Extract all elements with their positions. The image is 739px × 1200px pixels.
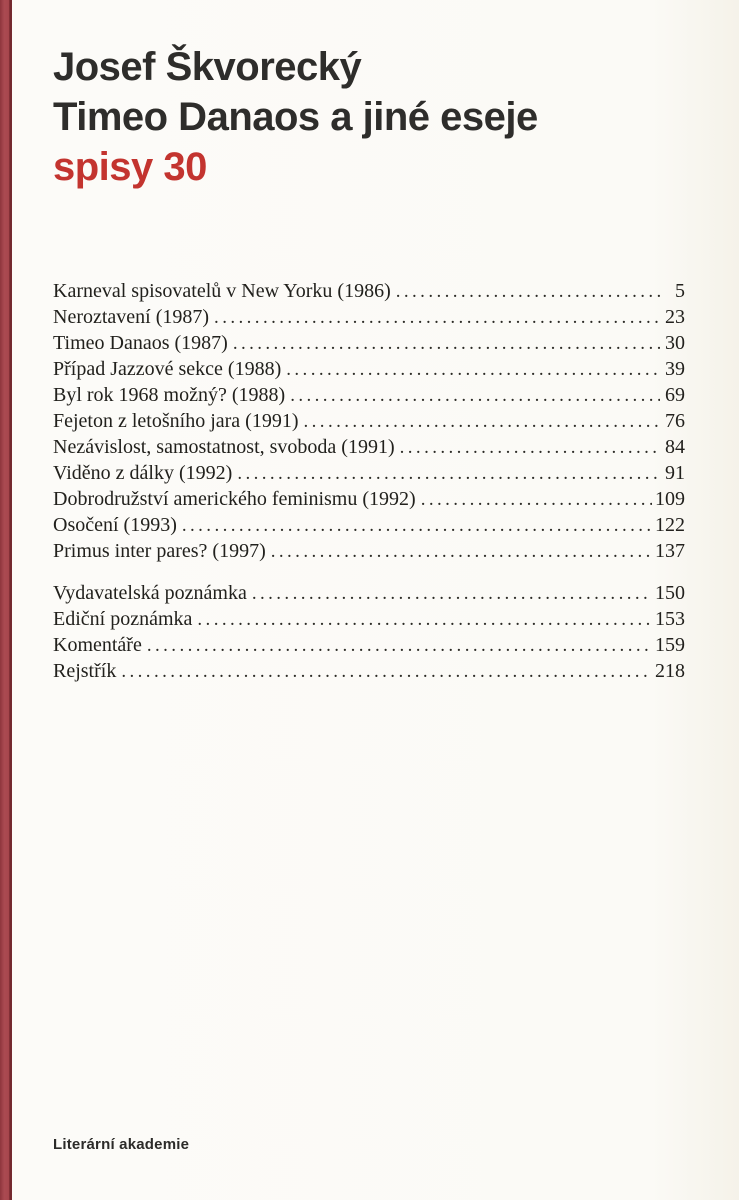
toc-dot-leader — [237, 460, 660, 487]
toc-dot-leader — [252, 580, 652, 607]
toc-row — [53, 658, 685, 684]
toc-dot-leader — [286, 356, 660, 383]
toc-entry-title: Ediční poznámka — [53, 608, 193, 630]
toc-entry-title: Komentáře — [53, 634, 142, 656]
toc-dot-leader — [182, 512, 652, 539]
toc-dot-leader — [214, 304, 660, 331]
toc-page-number: 137 — [655, 540, 685, 562]
toc-page-number: 84 — [665, 436, 685, 458]
toc-entry-title: Případ Jazzové sekce (1988) — [53, 358, 282, 380]
toc-dot-leader — [233, 330, 660, 357]
toc-row — [53, 408, 685, 434]
toc-dot-leader — [147, 632, 652, 659]
toc-entry-title: Primus inter pares? (1997) — [53, 540, 266, 562]
toc-page-number: 23 — [665, 306, 685, 328]
toc-entry-title: Fejeton z letošního jara (1991) — [53, 410, 299, 432]
toc-page-number: 109 — [655, 488, 685, 510]
toc-entry-title: Osočení (1993) — [53, 514, 177, 536]
series-label: spisy 30 — [53, 145, 207, 189]
toc-dot-leader — [290, 382, 660, 409]
toc-entry-title: Vydavatelská poznámka — [53, 582, 247, 604]
toc-row — [53, 632, 685, 658]
toc-page-number: 5 — [675, 280, 685, 302]
toc-row — [53, 460, 685, 486]
toc-row — [53, 304, 685, 330]
toc-entry-title: Rejstřík — [53, 660, 117, 682]
toc-entry-title: Timeo Danaos (1987) — [53, 332, 228, 354]
toc-row — [53, 580, 685, 606]
toc-dot-leader — [396, 278, 660, 305]
toc-page-number: 153 — [655, 608, 685, 630]
toc-page-number: 39 — [665, 358, 685, 380]
toc-row — [53, 512, 685, 538]
toc-row — [53, 486, 685, 512]
toc-row — [53, 330, 685, 356]
publisher-footer: Literární akademie — [53, 1136, 190, 1153]
author-name: Josef Škvorecký — [53, 45, 362, 89]
toc-dot-leader — [400, 434, 660, 461]
toc-page-number: 91 — [665, 462, 685, 484]
toc-entry-title: Viděno z dálky (1992) — [53, 462, 233, 484]
toc-row — [53, 382, 685, 408]
spine-edge-strip — [0, 0, 12, 1200]
toc-page-number: 69 — [665, 384, 685, 406]
toc-dot-leader — [421, 486, 652, 513]
toc-page-number: 122 — [655, 514, 685, 536]
toc-entry-title: Neroztavení (1987) — [53, 306, 210, 328]
toc-back-matter-list — [53, 580, 685, 684]
toc-page-number: 76 — [665, 410, 685, 432]
toc-row — [53, 434, 685, 460]
table-of-contents — [53, 278, 685, 684]
toc-dot-leader — [271, 538, 652, 565]
toc-entry-title: Karneval spisovatelů v New Yorku (1986) — [53, 280, 391, 302]
toc-dot-leader — [197, 606, 652, 633]
toc-dot-leader — [121, 658, 652, 685]
toc-entry-title: Byl rok 1968 možný? (1988) — [53, 384, 286, 406]
toc-row — [53, 278, 685, 304]
toc-entry-title: Nezávislost, samostatnost, svoboda (1991) — [53, 436, 395, 458]
toc-essays-list — [53, 278, 685, 564]
toc-page-number: 30 — [665, 332, 685, 354]
toc-dot-leader — [304, 408, 661, 435]
toc-row — [53, 538, 685, 564]
toc-page-number: 150 — [655, 582, 685, 604]
toc-page-number: 218 — [655, 660, 685, 682]
page-content — [53, 0, 685, 684]
toc-row — [53, 606, 685, 632]
book-title: Timeo Danaos a jiné eseje — [53, 95, 538, 139]
toc-row — [53, 356, 685, 382]
toc-entry-title: Dobrodružství amerického feminismu (1992) — [53, 488, 416, 510]
toc-page-number: 159 — [655, 634, 685, 656]
title-block — [53, 42, 685, 192]
